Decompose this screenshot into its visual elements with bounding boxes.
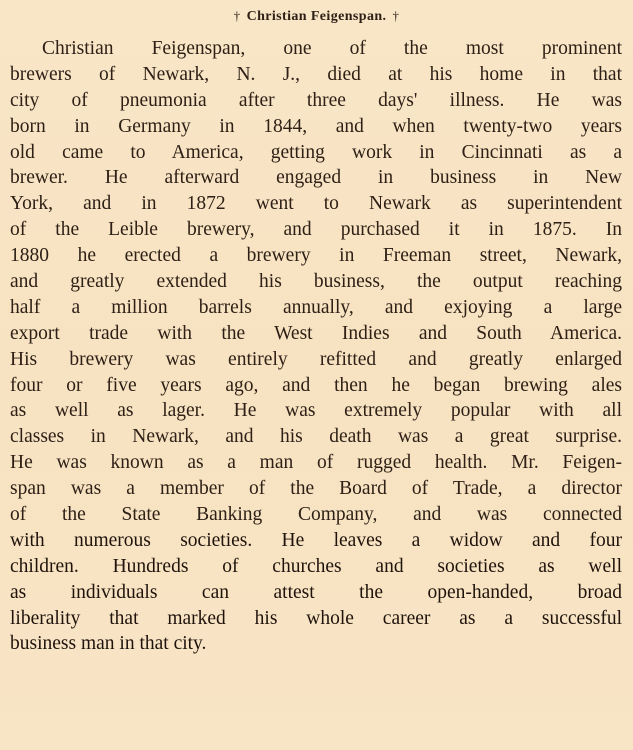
article-line: liberality that marked his whole career as a successful xyxy=(10,607,622,629)
article-title: Christian Feigenspan. xyxy=(246,9,387,24)
article-line: York, and in 1872 went to Newark as superintendent xyxy=(10,193,622,215)
article-line: as well as lager. He was extremely popular with all xyxy=(10,400,622,422)
article-line: of the State Banking Company, and was connected xyxy=(10,504,622,526)
article-line: export trade with the West Indies and South America. xyxy=(10,322,622,344)
article-line: brewer. He afterward engaged in business in New xyxy=(10,167,622,189)
article-line: with numerous societies. He leaves a widow and four xyxy=(10,529,622,551)
dagger-left-icon: † xyxy=(233,8,241,23)
article-line: classes in Newark, and his death was a great surprise. xyxy=(10,426,622,448)
article-line: born in Germany in 1844, and when twenty-two years xyxy=(10,115,622,137)
article-line: business man in that city. xyxy=(10,633,207,655)
article-line: brewers of Newark, N. J., died at his home in that xyxy=(10,63,622,85)
article-line: His brewery was entirely refitted and greatly enlarged xyxy=(10,348,622,370)
article-line: span was a member of the Board of Trade, a director xyxy=(10,478,622,500)
article-line: four or five years ago, and then he began brewing ales xyxy=(10,374,622,396)
article-line: children. Hundreds of churches and societies as well xyxy=(10,555,622,577)
article-line: old came to America, getting work in Cincinnati as a xyxy=(10,141,622,163)
article-line: city of pneumonia after three days' illness. He was xyxy=(10,89,622,111)
article-line: and greatly extended his business, the output reaching xyxy=(10,271,622,293)
dagger-right-icon: † xyxy=(392,8,400,23)
article-line: half a million barrels annually, and exjoying a large xyxy=(10,296,622,318)
article-line: 1880 he erected a brewery in Freeman street, Newark, xyxy=(10,245,622,267)
article-line: as individuals can attest the open-handed, broad xyxy=(10,581,622,603)
article-line: He was known as a man of rugged health. Mr. Feigen- xyxy=(10,452,622,474)
article-line: Christian Feigenspan, one of the most prominent xyxy=(42,38,622,59)
article-body xyxy=(10,36,622,657)
article-line: of the Leible brewery, and purchased it in 1875. In xyxy=(10,219,622,241)
article-heading xyxy=(0,6,633,27)
